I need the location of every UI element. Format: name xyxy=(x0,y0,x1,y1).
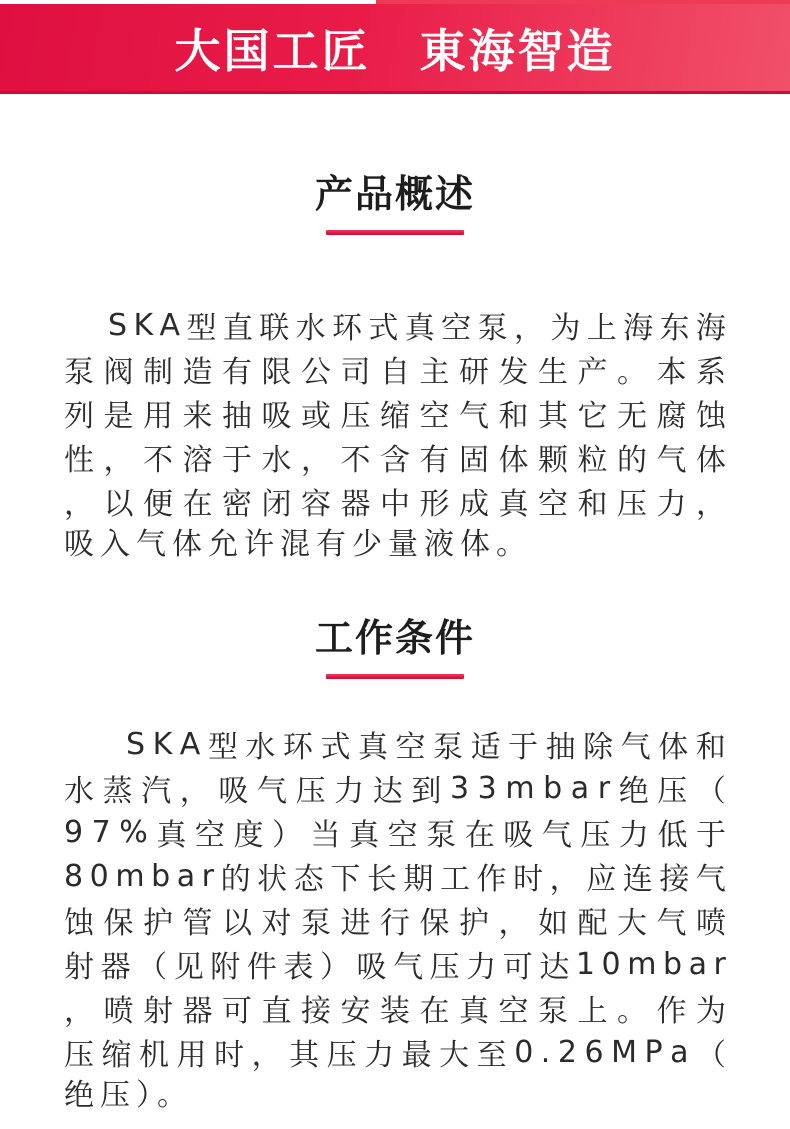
text-line: 水 蒸 汽 ， 吸 气 压 力 达 到 3 3 m b a r 绝 压 （ xyxy=(64,770,726,809)
text-line: 列 是 用 来 抽 吸 或 压 缩 空 气 和 其 它 无 腐 蚀 xyxy=(64,399,726,434)
text-line: ， 喷 射 器 可 直 接 安 装 在 真 空 泵 上 。 作 为 xyxy=(64,994,726,1029)
text-line: 绝压）。 xyxy=(64,1078,193,1113)
top-strip-red-segment xyxy=(376,0,790,4)
section-product-overview xyxy=(0,172,790,567)
text-line: S K A 型 直 联 水 环 式 真 空 泵 ， 为 上 海 东 海 xyxy=(108,307,726,346)
brand-banner xyxy=(0,4,790,94)
top-strip-white-segment xyxy=(0,0,376,4)
text-line: 压 缩 机 用 时 ， 其 压 力 最 大 至 0 . 2 6 M P a （ xyxy=(64,1034,726,1073)
paragraph-working-conditions xyxy=(64,722,726,1118)
content-area xyxy=(0,172,790,1118)
text-line: 射 器 （ 见 附 件 表 ） 吸 气 压 力 可 达 1 0 m b a r xyxy=(64,946,726,985)
text-line: 吸入气体允许混有少量液体。 xyxy=(64,527,532,562)
section-title-product-overview: 产品概述 xyxy=(314,172,475,216)
text-line: ， 以 便 在 密 闭 容 器 中 形 成 真 空 和 压 力 ， xyxy=(64,487,726,522)
banner-slogan: 大国工匠 東海智造 xyxy=(174,23,616,78)
text-line: 泵 阀 制 造 有 限 公 司 自 主 研 发 生 产 。 本 系 xyxy=(64,355,726,390)
text-line: 9 7 % 真 空 度 ） 当 真 空 泵 在 吸 气 压 力 低 于 xyxy=(64,814,726,853)
text-line: 蚀 保 护 管 以 对 泵 进 行 保 护 ， 如 配 大 气 喷 xyxy=(64,906,726,941)
paragraph-product-overview xyxy=(64,303,726,567)
text-line: 性 ， 不 溶 于 水 ， 不 含 有 固 体 颗 粒 的 气 体 xyxy=(64,443,726,478)
title-underline-decoration xyxy=(326,674,464,679)
text-line: 8 0 m b a r 的 状 态 下 长 期 工 作 时 ， 应 连 接 气 xyxy=(64,858,726,897)
title-underline-decoration xyxy=(326,230,464,235)
text-line: S K A 型 水 环 式 真 空 泵 适 于 抽 除 气 体 和 xyxy=(126,726,726,765)
section-title-working-conditions: 工作条件 xyxy=(314,616,475,660)
section-working-conditions xyxy=(0,616,790,1118)
top-edge-strip xyxy=(0,0,790,4)
